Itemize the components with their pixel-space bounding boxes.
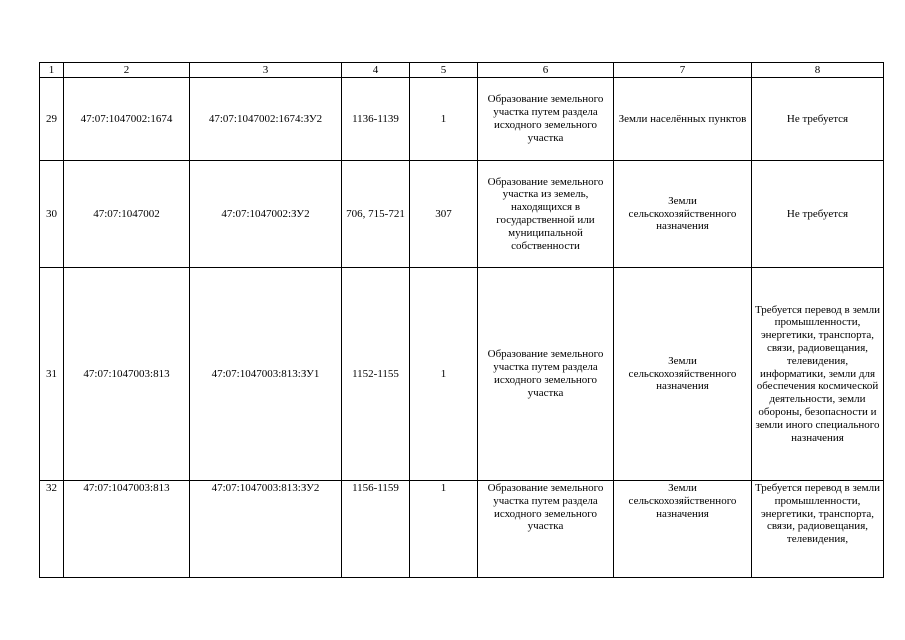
- column-number-header: 1: [40, 63, 64, 78]
- column-number-header: 4: [342, 63, 410, 78]
- formation-method-cell: Образование земельного участка путем раздела исходного земельного участка: [478, 481, 614, 578]
- area-cell: 1: [410, 78, 478, 161]
- cadastral-number-cell: 47:07:1047003:813: [64, 268, 190, 481]
- land-category-cell: Земли сельскохозяйственного назначения: [614, 481, 752, 578]
- table-row: [40, 268, 884, 481]
- area-cell: 307: [410, 161, 478, 268]
- column-number-header: 7: [614, 63, 752, 78]
- new-plot-number-cell: 47:07:1047002:1674:ЗУ2: [190, 78, 342, 161]
- new-plot-number-cell: 47:07:1047003:813:ЗУ1: [190, 268, 342, 481]
- row-number-cell: 32: [40, 481, 64, 578]
- column-number-header: 6: [478, 63, 614, 78]
- column-number-header: 8: [752, 63, 884, 78]
- table-row: [40, 78, 884, 161]
- column-number-header: 2: [64, 63, 190, 78]
- land-category-cell: Земли сельскохозяйственного назначения: [614, 161, 752, 268]
- formation-method-cell: Образование земельного участка путем раздела исходного земельного участка: [478, 78, 614, 161]
- cadastral-number-cell: 47:07:1047002:1674: [64, 78, 190, 161]
- row-number-cell: 29: [40, 78, 64, 161]
- row-number-cell: 31: [40, 268, 64, 481]
- boundary-points-cell: 706, 715-721: [342, 161, 410, 268]
- formation-method-cell: Образование земельного участка из земель, находящихся в государственной или муниципальной собственности: [478, 161, 614, 268]
- new-plot-number-cell: 47:07:1047003:813:ЗУ2: [190, 481, 342, 578]
- category-transfer-cell: Требуется перевод в земли промышленности, энергетики, транспорта, связи, радиовещания, телевидения, информатики, земли для обеспечения космической деятельности, земли обороны, безопасности и земли иного специального назначения: [752, 268, 884, 481]
- area-cell: 1: [410, 481, 478, 578]
- column-number-header: 5: [410, 63, 478, 78]
- area-cell: 1: [410, 268, 478, 481]
- table-row: [40, 481, 884, 578]
- category-transfer-cell: Не требуется: [752, 78, 884, 161]
- boundary-points-cell: 1136-1139: [342, 78, 410, 161]
- category-transfer-cell: Не требуется: [752, 161, 884, 268]
- cadastral-number-cell: 47:07:1047003:813: [64, 481, 190, 578]
- boundary-points-cell: 1152-1155: [342, 268, 410, 481]
- land-category-cell: Земли населённых пунктов: [614, 78, 752, 161]
- new-plot-number-cell: 47:07:1047002:ЗУ2: [190, 161, 342, 268]
- table-row: [40, 161, 884, 268]
- land-plots-table: [39, 62, 884, 578]
- category-transfer-cell: Требуется перевод в земли промышленности, энергетики, транспорта, связи, радиовещания, телевидения,: [752, 481, 884, 578]
- formation-method-cell: Образование земельного участка путем раздела исходного земельного участка: [478, 268, 614, 481]
- boundary-points-cell: 1156-1159: [342, 481, 410, 578]
- column-number-header: 3: [190, 63, 342, 78]
- table-header-row: [40, 63, 884, 78]
- land-category-cell: Земли сельскохозяйственного назначения: [614, 268, 752, 481]
- row-number-cell: 30: [40, 161, 64, 268]
- cadastral-number-cell: 47:07:1047002: [64, 161, 190, 268]
